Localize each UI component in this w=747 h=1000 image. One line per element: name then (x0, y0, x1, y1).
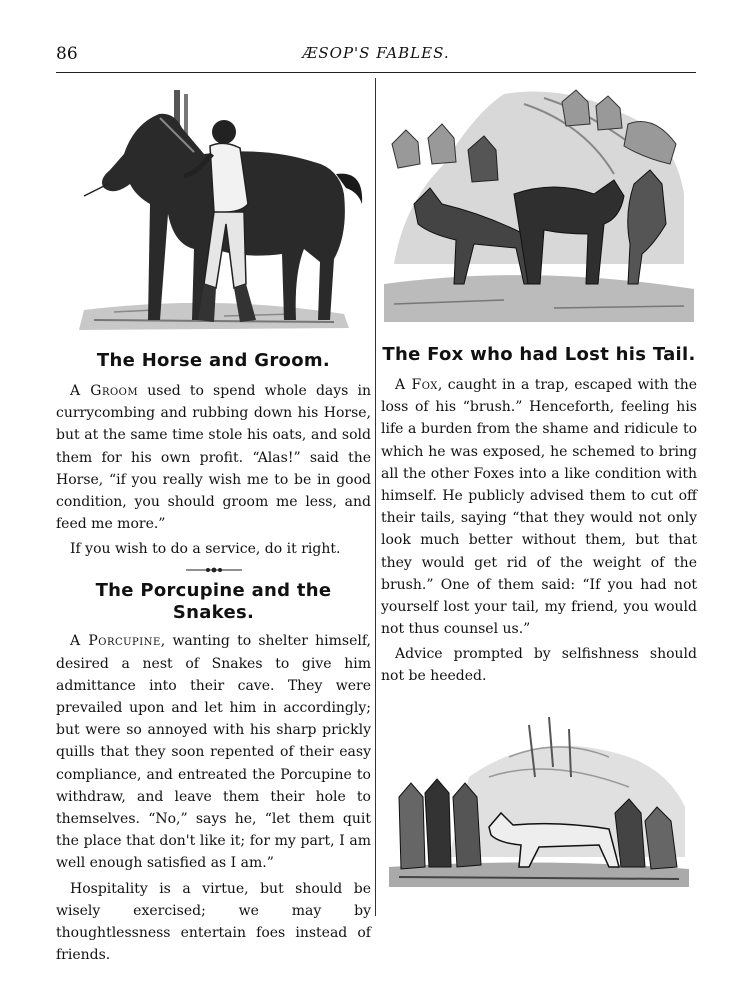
body-text: used to spend whole days in currycombing and rubbing down his Horse, but at the same time stole his oats, and sold them for his own profit. “Alas!” said the Horse, “if you really wish me to be in good condition, you should groom me less, and feed me more.” (56, 383, 371, 533)
left-column (56, 84, 371, 966)
body-text: , caught in a trap, escaped with the loss of his “brush.” Henceforth, feeling his life a burden from the shame and ridicule to which he was exposed, he schemed to bring all the other Foxes into a like condition with himself. He publicly advised them to cut off their tails, saying “that they would not only look much better without them, but that they would get rid of the weight of the brush.” One of them said: “If you had not yourself lost your tail, my friend, you would not thus counsel us.” (381, 377, 697, 638)
fable-title-porcupine-and-snakes: The Porcupine and the Snakes. (95, 580, 332, 624)
fox-pack-engraving (384, 84, 694, 324)
ornament-divider (184, 566, 244, 574)
lead-word: A Porcupine (70, 633, 161, 650)
lead-word: A Fox (395, 377, 438, 393)
fable-moral-fox-lost-tail: Advice prompted by selfishness should not be heeded. (381, 646, 697, 685)
fable-title-horse-and-groom: The Horse and Groom. (96, 350, 331, 371)
body-text: , wanting to shelter himself, desired a nest of Snakes to give him admittance into their cave. They were prevailed upon and let him in accordingly; but were so annoyed with his sharp prickly quills that they soon repented of their easy compliance, and entreated the Porcupine to withdraw, and leave them their hole to themselves. “No,” says he, “let them quit the place that don't like it; for my part, I am well enough satisfied as I am.” (56, 633, 371, 872)
foxes-gathering-engraving (389, 717, 689, 889)
right-column (381, 84, 697, 889)
fable-body-fox-lost-tail (381, 374, 697, 640)
running-title: ÆSOP'S FABLES. (302, 44, 450, 62)
fable-moral-horse-and-groom: If you wish to do a service, do it right. (70, 541, 341, 558)
horse-and-groom-engraving (64, 84, 364, 336)
header-rule (56, 72, 696, 73)
page-number: 86 (56, 44, 78, 64)
page-header (56, 44, 696, 72)
fable-title-fox-lost-tail: The Fox who had Lost his Tail. (382, 344, 696, 365)
fable-body-horse-and-groom (56, 380, 371, 535)
lead-word: A Groom (70, 383, 139, 399)
fable-moral-porcupine-and-snakes: Hospitality is a virtue, but should be wisely exercised; we may by thoughtlessness entertain foes instead of friends. (56, 880, 371, 963)
fable-body-porcupine-and-snakes (56, 630, 371, 874)
column-divider (375, 78, 376, 916)
